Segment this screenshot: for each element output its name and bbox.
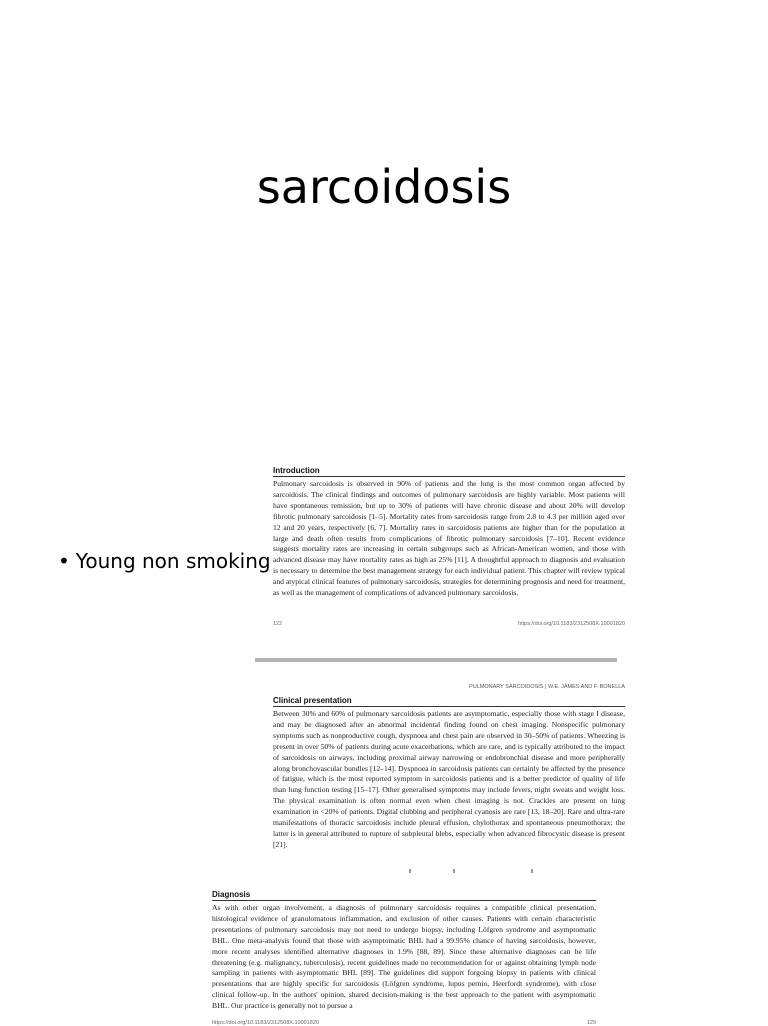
excerpt-footer — [273, 621, 625, 627]
excerpt-body: Between 30% and 60% of pulmonary sarcoidosis patients are asymptomatic, especially those with stage I disease, and may be diagnosed after an abnormal incidental finding found on chest imaging. Nonspecific pulmonary symptoms such as nonproductive cough, dyspnoea and chest pain are observed in 30–50% of patients. Wheezing is present in over 50% of patients during acute exacerbations, which are rare, and is typically attributed to the impact of sarcoidosis on airways, including proximal airway narrowing or endobronchial disease and more peripherally along bronchovascular bundles [12–14]. Dyspnoea in sarcoidosis patients can certainly be affected by the presence of fatigue, which is the most reported symptom in sarcoidosis patients and is a better predictor of quality of life than lung function testing [15–17]. Other generalised symptoms may include fevers, night sweats and weight loss. The physical examination is often normal even when chest imaging is not. Crackles are present on lung examination in <20% of patients. Digital clubbing and peripheral cyanosis are rare [13, 18–20]. Rare and ultra-rare manifestations of thoracic sarcoidosis include pleural effusion, chylothorax and spontaneous pneumothorax; the latter is in general attributed to rupture of subpleural blebs, especially when advanced fibrocystic disease is present [21]. — [273, 709, 625, 849]
doi-link[interactable]: https://doi.org/10.1183/2312508X.10001820 — [212, 1020, 319, 1026]
page-number: 122 — [273, 620, 283, 627]
bullet-item — [58, 549, 271, 573]
divider-bar — [255, 658, 617, 662]
bullet-text: Young non smoking — [75, 549, 271, 573]
excerpt-body: As with other organ involvement, a diagnosis of pulmonary sarcoidosis requires a compatible clinical presentation, histological evidence of granulomatous inflammation, and exclusion of other causes. Patients with certain characteristic presentations of pulmonary sarcoidosis may not need to undergo biopsy, including Löfgren syndrome and asymptomatic BHL. One meta-analysis found that those with asymptomatic BHL had a 99.95% chance of having sarcoidosis, however, more recent analyses identified alternative diagnoses in 1.9% [88, 89]. Since these alternative diagnoses can be life threatening (e.g. malignancy, tuberculosis), recent guidelines made no recommendation for or against obtaining lymph node sampling in patients with asymptomatic BHL [89]. The guidelines did support forgoing biopsy in patients with clinical presentations that are highly specific for sarcoidosis (Löfgren syndrome, lupus pernio, Heerfordt syndrome), with close clinical follow-up. In the authors' opinion, shared decision-making is the best approach to the patient with asymptomatic BHL. Our practice is generally not to pursue a — [212, 903, 596, 1011]
excerpt-heading: Diagnosis — [212, 890, 596, 901]
excerpt-heading: Introduction — [273, 466, 625, 477]
excerpt-clinical-presentation — [273, 684, 625, 851]
cropped-text-fragment — [273, 866, 625, 874]
excerpt-introduction — [273, 466, 625, 627]
excerpt-diagnosis — [212, 890, 596, 1026]
running-header: PULMONARY SARCOIDOSIS | W.E. JAMES AND F. BONELLA — [469, 684, 625, 690]
excerpt-heading: Clinical presentation — [273, 696, 625, 707]
bullet-glyph: • — [58, 549, 70, 573]
excerpt-body: Pulmonary sarcoidosis is observed in 90% of patients and the lung is the most common organ affected by sarcoidosis. The clinical findings and outcomes of pulmonary sarcoidosis are highly variable. Most patients will have spontaneous remission, but up to 30% of patients will have chronic disease and about 20% will develop fibrotic pulmonary sarcoidosis [1–5]. Mortality rates from sarcoidosis range from 2.8 to 4.3 per million aged over 12 and 20 years, respectively [6, 7]. Mortality rates in sarcoidosis patients are higher than for the population at large and death often results from complications of fibrotic pulmonary sarcoidosis [7–10]. Recent evidence suggests mortality rates are increasing in certain subgroups such as African-American women, and those with advanced disease may have mortality rates as high as 25% [11]. A thoughtful approach to diagnosis and evaluation is necessary to determine the best management strategy for each individual patient. This chapter will review typical and atypical clinical features of pulmonary sarcoidosis, strategies for determining prognosis and need for treatment, as well as the management of complications of advanced pulmonary sarcoidosis. — [273, 479, 625, 598]
slide-title: sarcoidosis — [256, 160, 512, 214]
page-number: 129 — [586, 1020, 596, 1026]
excerpt-footer — [212, 1020, 596, 1026]
doi-link[interactable]: https://doi.org/10.1183/2312508X.10001820 — [518, 620, 625, 627]
